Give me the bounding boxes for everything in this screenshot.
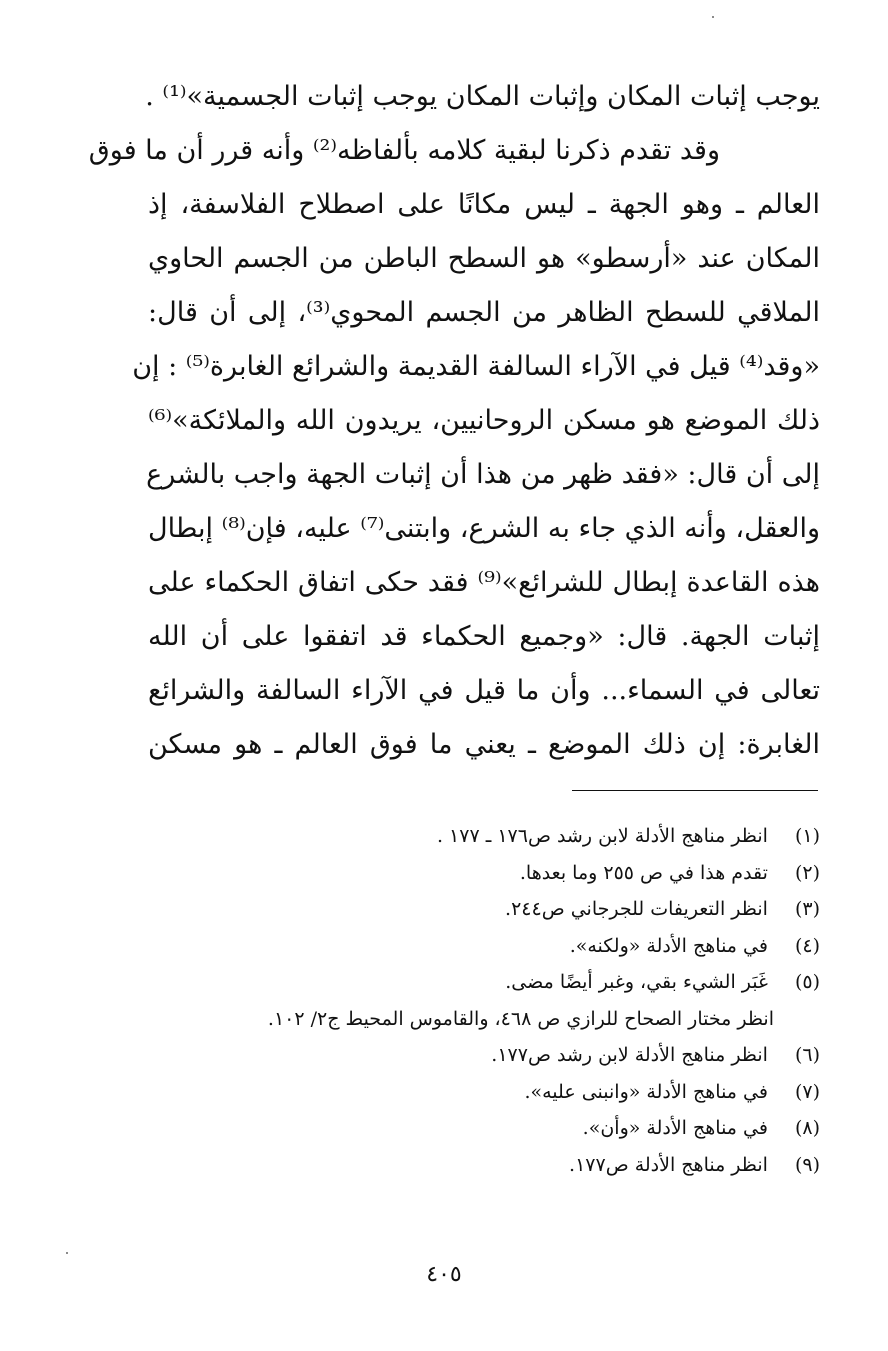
footnote-text: تقدم هذا في ص ٢٥٥ وما بعدها. — [519, 861, 768, 884]
footnote-number: (٧) — [794, 1080, 820, 1103]
footnote-number: (٨) — [794, 1117, 820, 1139]
footnote-number: (٦) — [794, 1044, 820, 1066]
footnote-text: انظر مناهج الأدلة ص١٧٧. — [569, 1153, 768, 1176]
text-line: إلى أن قال: «فقد ظهر من هذا أن إثبات الجهة واجب بالشرع — [146, 459, 820, 490]
footnote-item — [120, 1074, 820, 1111]
text-line: تعالى في السماء... وأن ما قيل في الآراء السالفة والشرائع — [148, 675, 820, 706]
footnote-text: انظر مناهج الأدلة لابن رشد ص١٧٧. — [491, 1044, 768, 1066]
footnote-text: انظر مناهج الأدلة لابن رشد ص١٧٦ ـ ١٧٧ . — [436, 825, 768, 847]
text-line: العالم ـ وهو الجهة ـ ليس مكانًا على اصطلاح الفلاسفة، إذ — [148, 189, 820, 220]
page-number: ٤٠٥ — [426, 1262, 462, 1287]
footnote-item — [120, 1110, 820, 1147]
footnote-continuation — [120, 1001, 820, 1038]
footnote-number: (٢) — [794, 861, 820, 884]
footnote-item — [120, 964, 820, 1001]
footnotes-block — [120, 818, 820, 1183]
text-line: «وقد⁽⁴⁾ قيل في الآراء السالفة القديمة والشرائع الغابرة⁽⁵⁾ : إن — [132, 351, 820, 382]
text-line: وقد تقدم ذكرنا لبقية كلامه بألفاظه⁽²⁾ وأنه قرر أن ما فوق — [88, 135, 720, 166]
footnote-item — [120, 855, 820, 892]
text-line: ذلك الموضع هو مسكن الروحانيين، يريدون الله والملائكة»⁽⁶⁾ — [148, 405, 820, 436]
footnote-item — [120, 928, 820, 965]
footnote-item — [120, 1147, 820, 1184]
footnote-item — [120, 891, 820, 928]
footnote-number: (١) — [794, 825, 820, 847]
footnote-text: انظر التعريفات للجرجاني ص٢٤٤. — [505, 898, 768, 920]
text-line: الملاقي للسطح الظاهر من الجسم المحوي⁽³⁾، إلى أن قال: — [148, 297, 820, 328]
footnote-text: في مناهج الأدلة «ولكنه». — [569, 934, 768, 957]
main-text-block — [88, 70, 821, 772]
footnote-text: غَبَر الشيء بقي، وغبر أيضًا مضى. — [505, 971, 768, 993]
footnote-number: (٥) — [794, 971, 820, 993]
text-line: والعقل، وأنه الذي جاء به الشرع، وابتنى⁽⁷⁾ عليه، فإن⁽⁸⁾ إبطال — [148, 513, 821, 544]
footnote-number: (٣) — [794, 898, 820, 920]
text-line: الغابرة: إن ذلك الموضع ـ يعني ما فوق العالم ـ هو مسكن — [148, 729, 820, 760]
scan-speck — [66, 1252, 68, 1254]
footnote-text: في مناهج الأدلة «وانبنى عليه». — [524, 1080, 768, 1103]
footnote-item — [120, 818, 820, 855]
footnote-text: في مناهج الأدلة «وأن». — [582, 1117, 768, 1139]
footnote-text: انظر مختار الصحاح للرازي ص ٤٦٨، والقاموس المحيط ج٢/ ١٠٢. — [267, 1007, 774, 1030]
footnote-item — [120, 1037, 820, 1074]
footnote-separator — [572, 790, 818, 791]
text-line: إثبات الجهة. قال: «وجميع الحكماء قد اتفقوا على أن الله — [148, 621, 820, 652]
footnote-number: (٤) — [794, 934, 820, 957]
scan-speck — [712, 16, 714, 18]
text-line: يوجب إثبات المكان وإثبات المكان يوجب إثبات الجسمية»⁽¹⁾ . — [145, 81, 820, 112]
footnote-number: (٩) — [794, 1153, 820, 1176]
text-line: هذه القاعدة إبطال للشرائع»⁽⁹⁾ فقد حكى اتفاق الحكماء على — [148, 567, 821, 598]
text-line: المكان عند «أرسطو» هو السطح الباطن من الجسم الحاوي — [148, 243, 820, 274]
